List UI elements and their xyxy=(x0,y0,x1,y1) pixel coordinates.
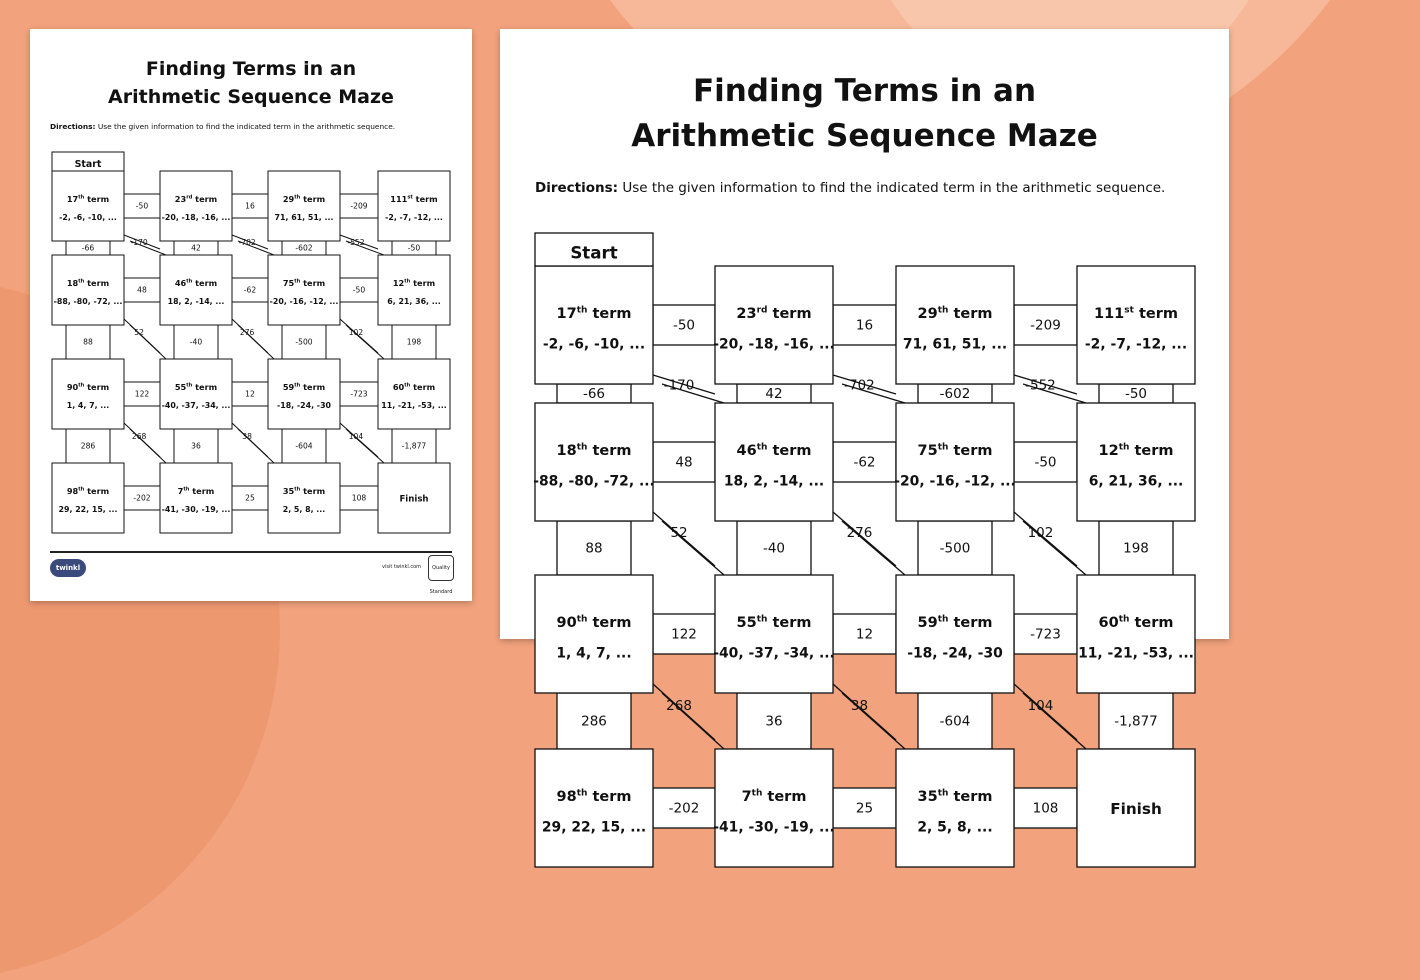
maze-cell xyxy=(896,575,1014,693)
cell-term-label: 17th term xyxy=(556,305,632,322)
maze-cell xyxy=(896,403,1014,521)
connector-value-horizontal: 48 xyxy=(137,285,147,295)
connector-value-vertical: 36 xyxy=(191,441,201,451)
cell-term-label: 12th term xyxy=(1098,442,1174,459)
connector-value-vertical: -50 xyxy=(407,243,421,253)
cell-sequence: -40, -37, -34, ... xyxy=(161,401,231,410)
connector-value-horizontal: -50 xyxy=(1034,454,1057,471)
connector-value-vertical: 198 xyxy=(406,337,422,347)
cell-term-label: 98th term xyxy=(66,485,110,496)
cell-sequence: 11, -21, -53, ... xyxy=(381,401,447,410)
cell-sequence: 2, 5, 8, ... xyxy=(917,819,993,836)
directions-text: Use the given information to find the indicated term in the arithmetic sequence. xyxy=(618,180,1166,196)
cell-sequence: -2, -7, -12, ... xyxy=(1084,336,1188,353)
connector-value-vertical: -66 xyxy=(81,243,95,253)
cell-term-label: 111st term xyxy=(390,193,438,204)
maze-small xyxy=(30,29,472,601)
brand-logo: twinkl xyxy=(50,559,86,577)
connector-value-vertical: -602 xyxy=(939,386,971,403)
connector-value-horizontal: 25 xyxy=(855,800,874,817)
maze-cell xyxy=(52,463,124,533)
connector-value-horizontal: -209 xyxy=(350,201,368,211)
cell-term-label: 75th term xyxy=(282,277,326,288)
connector-value-vertical: -40 xyxy=(189,337,203,347)
connector-value-diagonal: 102 xyxy=(348,328,364,338)
cell-sequence: -18, -24, -30 xyxy=(907,645,1003,662)
maze-cell xyxy=(1077,403,1195,521)
cell-term-label: 55th term xyxy=(174,381,218,392)
maze-cell xyxy=(268,463,340,533)
finish-label: Finish xyxy=(1110,799,1162,818)
connector-value-vertical: 198 xyxy=(1123,540,1149,557)
maze-cell xyxy=(535,575,653,693)
connector-value-diagonal: -702 xyxy=(238,238,256,248)
connector-value-diagonal: 38 xyxy=(242,432,252,442)
cell-term-label: 23rd term xyxy=(174,193,218,204)
connector-value-horizontal: 16 xyxy=(855,317,874,334)
maze-cell xyxy=(896,266,1014,384)
cell-term-label: 111st term xyxy=(1093,305,1179,322)
maze-large xyxy=(500,29,1229,836)
maze-cell xyxy=(160,171,232,241)
start-label: Start xyxy=(570,243,618,263)
connector-value-diagonal: 104 xyxy=(348,432,364,442)
cell-term-label: 7th term xyxy=(741,788,807,805)
cell-sequence: 1, 4, 7, ... xyxy=(66,401,110,410)
cell-sequence: -41, -30, -19, ... xyxy=(713,819,835,836)
maze-cell xyxy=(52,359,124,429)
connector-value-horizontal: 48 xyxy=(675,454,693,471)
cell-term-label: 46th term xyxy=(736,442,812,459)
connector-value-vertical: 88 xyxy=(83,337,93,347)
cell-term-label: 60th term xyxy=(1098,614,1174,631)
maze-cell xyxy=(535,266,653,384)
connector-value-diagonal: 276 xyxy=(846,525,873,542)
finish-label: Finish xyxy=(399,494,429,505)
cell-sequence: -20, -18, -16, ... xyxy=(161,213,231,222)
connector-value-vertical: 42 xyxy=(765,386,783,403)
maze-cell xyxy=(268,359,340,429)
connector-value-diagonal: 268 xyxy=(666,697,692,714)
title-line-1: Finding Terms in an xyxy=(145,58,357,80)
title-line-2: Arithmetic Sequence Maze xyxy=(108,86,394,108)
connector-value-horizontal: 16 xyxy=(245,201,255,211)
connector-value-horizontal: -50 xyxy=(672,317,696,334)
cell-term-label: 35th term xyxy=(917,788,993,805)
maze-cell xyxy=(52,171,124,241)
maze-cell xyxy=(268,171,340,241)
worksheet-zoomed xyxy=(500,29,1229,836)
connector-value-diagonal: 102 xyxy=(1027,525,1054,542)
cell-term-label: 59th term xyxy=(282,381,326,392)
quality-badge: Quality Standard xyxy=(428,555,454,581)
maze-cell xyxy=(378,171,450,241)
cell-sequence: 18, 2, -14, ... xyxy=(723,473,825,490)
maze-cell xyxy=(715,575,833,693)
cell-sequence: -41, -30, -19, ... xyxy=(161,505,231,514)
connector-value-horizontal: -62 xyxy=(853,454,876,471)
cell-sequence: -20, -18, -16, ... xyxy=(713,336,835,353)
connector-value-vertical: -604 xyxy=(295,441,313,451)
cell-sequence: -2, -6, -10, ... xyxy=(542,336,646,353)
cell-term-label: 29th term xyxy=(282,193,326,204)
connector-value-horizontal: 122 xyxy=(671,626,697,643)
maze-cell xyxy=(268,255,340,325)
connector-value-diagonal: 268 xyxy=(131,432,147,442)
connector-value-horizontal: -50 xyxy=(135,201,149,211)
maze-cell xyxy=(535,403,653,521)
footer-url: visit twinkl.com xyxy=(382,564,422,570)
maze-cell xyxy=(715,403,833,521)
maze-cell xyxy=(160,359,232,429)
connector-value-vertical: 286 xyxy=(80,441,96,451)
maze-cell xyxy=(160,463,232,533)
cell-sequence: 71, 61, 51, ... xyxy=(274,213,334,222)
cell-term-label: 18th term xyxy=(556,442,632,459)
connector-value-diagonal: 38 xyxy=(850,697,869,714)
connector-value-diagonal: 52 xyxy=(670,525,688,542)
cell-sequence: -20, -16, -12, ... xyxy=(894,473,1016,490)
connector-value-vertical: -500 xyxy=(939,540,971,557)
cell-sequence: 6, 21, 36, ... xyxy=(387,297,441,306)
cell-sequence: 29, 22, 15, ... xyxy=(541,819,647,836)
cell-sequence: 71, 61, 51, ... xyxy=(902,336,1008,353)
maze-cell xyxy=(378,359,450,429)
cell-term-label: 90th term xyxy=(556,614,632,631)
cell-sequence: -20, -16, -12, ... xyxy=(269,297,339,306)
cell-term-label: 55th term xyxy=(736,614,812,631)
start-label: Start xyxy=(74,158,102,170)
cell-term-label: 46th term xyxy=(174,277,218,288)
connector-value-horizontal: 108 xyxy=(351,493,367,503)
connector-value-diagonal: -170 xyxy=(663,377,695,394)
connector-value-horizontal: 25 xyxy=(245,493,255,503)
directions-text: Use the given information to find the indicated term in the arithmetic sequence. xyxy=(95,122,396,131)
maze-cell xyxy=(896,749,1014,867)
cell-term-label: 7th term xyxy=(177,485,215,496)
connector-value-diagonal: -552 xyxy=(347,238,365,248)
connector-value-horizontal: -723 xyxy=(350,389,368,399)
title-line-2: Arithmetic Sequence Maze xyxy=(631,118,1098,154)
cell-sequence: 18, 2, -14, ... xyxy=(167,297,225,306)
cell-sequence: 2, 5, 8, ... xyxy=(282,505,326,514)
worksheet-preview-small xyxy=(30,29,472,601)
cell-sequence: 29, 22, 15, ... xyxy=(58,505,118,514)
connector-value-diagonal: -702 xyxy=(844,377,875,394)
cell-term-label: 60th term xyxy=(392,381,436,392)
connector-value-vertical: -66 xyxy=(582,386,606,403)
directions-label: Directions: xyxy=(535,180,619,196)
cell-term-label: 98th term xyxy=(556,788,632,805)
cell-term-label: 12th term xyxy=(392,277,436,288)
connector-value-diagonal: 276 xyxy=(239,328,255,338)
cell-term-label: 29th term xyxy=(917,305,993,322)
maze-cell xyxy=(1077,266,1195,384)
connector-value-horizontal: -202 xyxy=(133,493,151,503)
connector-value-vertical: -602 xyxy=(295,243,313,253)
connector-value-diagonal: 52 xyxy=(134,328,144,338)
connector-value-horizontal: -202 xyxy=(668,800,700,817)
maze-cell xyxy=(52,255,124,325)
cell-term-label: 18th term xyxy=(66,277,110,288)
connector-value-vertical: -50 xyxy=(1124,386,1148,403)
maze-cell xyxy=(715,266,833,384)
connector-value-vertical: -40 xyxy=(762,540,786,557)
maze-cell xyxy=(160,255,232,325)
cell-sequence: -18, -24, -30 xyxy=(276,401,332,410)
title-line-1: Finding Terms in an xyxy=(692,73,1037,109)
cell-sequence: -88, -80, -72, ... xyxy=(533,473,655,490)
cell-sequence: -2, -6, -10, ... xyxy=(59,213,117,222)
connector-value-horizontal: 122 xyxy=(134,389,150,399)
connector-value-horizontal: -50 xyxy=(352,285,366,295)
connector-value-horizontal: 108 xyxy=(1032,800,1059,817)
connector-value-vertical: 88 xyxy=(585,540,603,557)
connector-value-diagonal: -552 xyxy=(1025,377,1056,394)
maze-cell xyxy=(378,255,450,325)
cell-sequence: -88, -80, -72, ... xyxy=(53,297,123,306)
cell-term-label: 23rd term xyxy=(736,305,812,322)
cell-term-label: 35th term xyxy=(282,485,326,496)
connector-value-diagonal: -170 xyxy=(130,238,148,248)
connector-value-vertical: -500 xyxy=(295,337,313,347)
footer-divider xyxy=(50,551,452,553)
connector-value-diagonal: 104 xyxy=(1027,697,1054,714)
connector-value-vertical: 286 xyxy=(581,713,607,730)
connector-value-horizontal: -723 xyxy=(1030,626,1061,643)
connector-value-horizontal: 12 xyxy=(855,626,874,643)
cell-term-label: 90th term xyxy=(66,381,110,392)
connector-value-horizontal: 12 xyxy=(245,389,255,399)
cell-sequence: -2, -7, -12, ... xyxy=(385,213,443,222)
cell-sequence: 11, -21, -53, ... xyxy=(1078,645,1194,662)
cell-sequence: 6, 21, 36, ... xyxy=(1088,473,1184,490)
cell-sequence: 1, 4, 7, ... xyxy=(556,645,632,662)
connector-value-vertical: -1,877 xyxy=(401,441,427,451)
maze-cell xyxy=(715,749,833,867)
connector-value-horizontal: -209 xyxy=(1030,317,1061,334)
connector-value-vertical: 42 xyxy=(191,243,201,253)
cell-term-label: 75th term xyxy=(917,442,993,459)
connector-value-vertical: -604 xyxy=(939,713,971,730)
directions-label: Directions: xyxy=(50,122,96,131)
maze-cell xyxy=(535,749,653,867)
maze-cell xyxy=(1077,575,1195,693)
cell-term-label: 17th term xyxy=(66,193,110,204)
connector-value-vertical: -1,877 xyxy=(1114,713,1158,730)
cell-term-label: 59th term xyxy=(917,614,993,631)
connector-value-horizontal: -62 xyxy=(243,285,257,295)
cell-sequence: -40, -37, -34, ... xyxy=(713,645,835,662)
connector-value-vertical: 36 xyxy=(765,713,783,730)
